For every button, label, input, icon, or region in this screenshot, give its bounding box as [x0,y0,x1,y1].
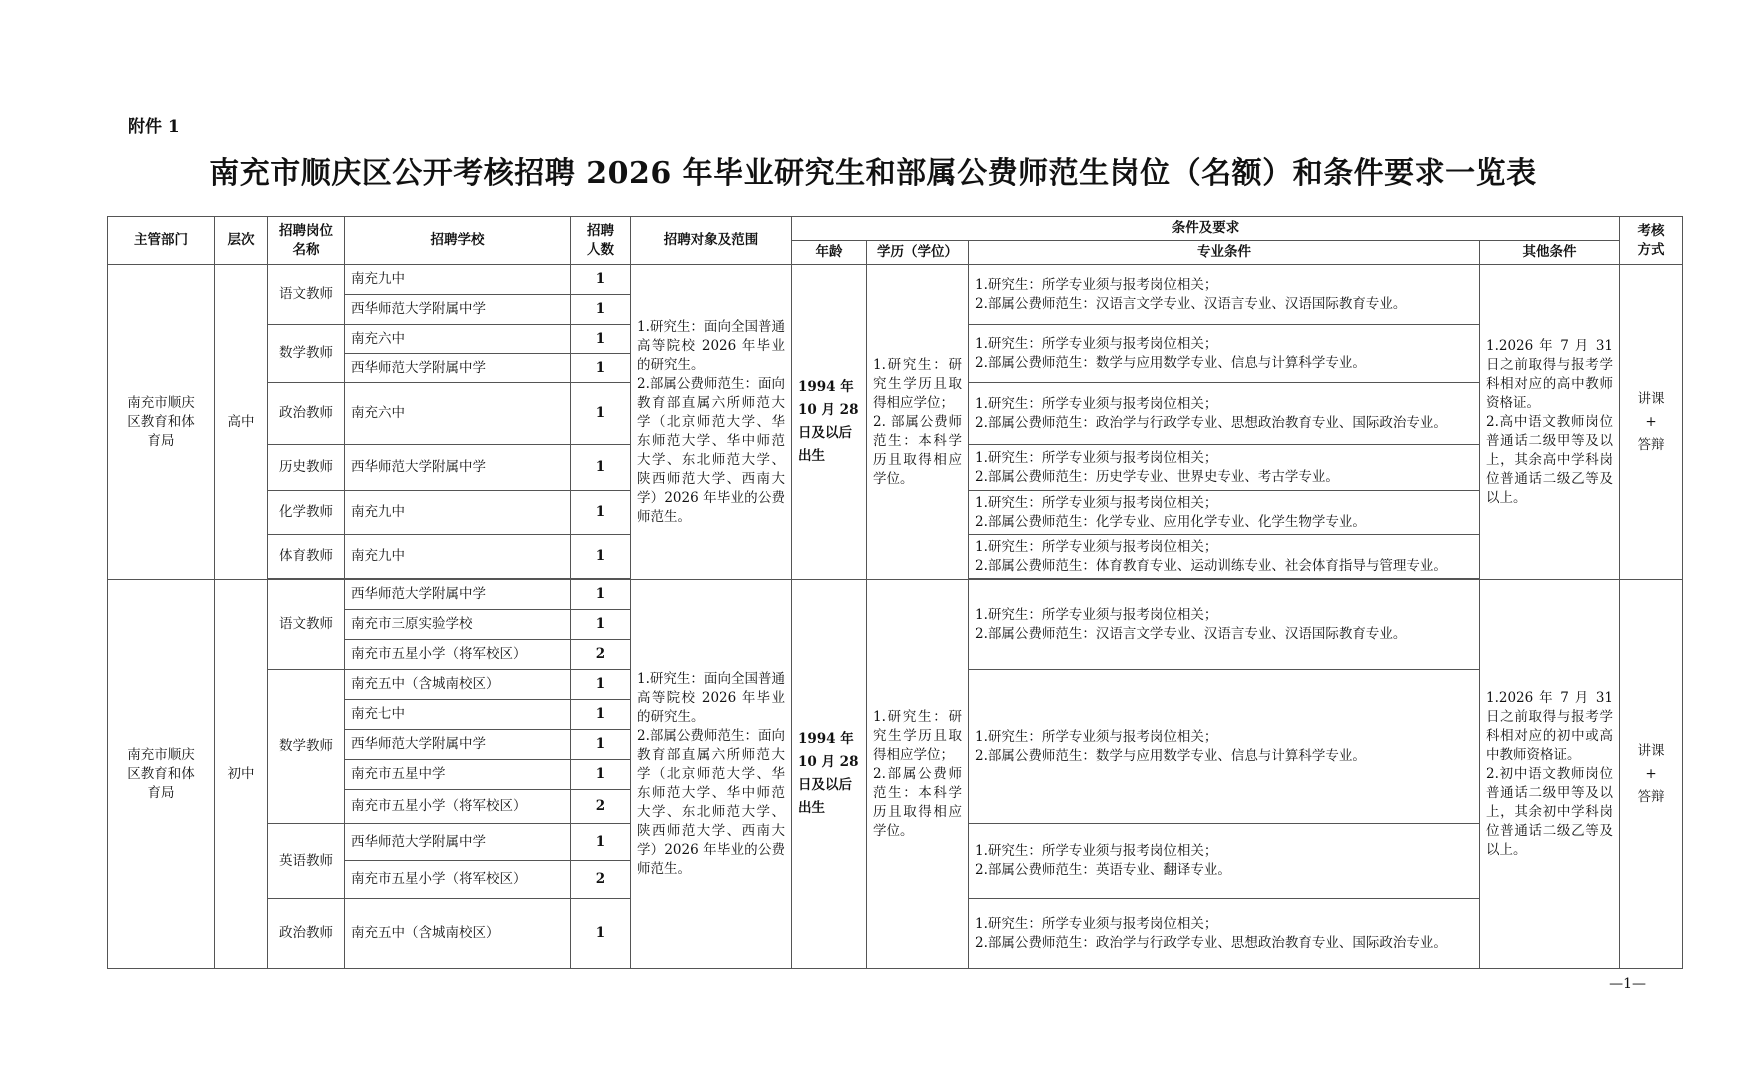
position-cell: 体育教师 [268,535,345,579]
other-cell: 1.2026 年 7 月 31 日之前取得与报考学科相对应的初中或高中教师资格证。 2.初中语文教师岗位普通话二级甲等及以上，其余初中学科岗位普通话二级乙等及以上。 [1480,580,1620,969]
school-cell: 西华师范大学附属中学 [345,824,571,861]
header-other: 其他条件 [1480,241,1620,265]
school-cell: 南充九中 [345,265,571,295]
major-cell: 1.研究生：所学专业须与报考岗位相关； 2.部属公费师范生：政治学与行政学专业、思想政治教育专业、国际政治专业。 [969,899,1480,969]
count-cell: 1 [571,491,631,535]
header-age: 年龄 [792,241,867,265]
school-cell: 南充市五星小学（将军校区） [345,640,571,670]
method-cell: 讲课 + 答辩 [1620,265,1683,580]
position-cell: 数学教师 [268,325,345,383]
header-level: 层次 [215,217,268,265]
header-method: 考核 方式 [1620,217,1683,265]
position-cell: 数学教师 [268,670,345,824]
header-dept: 主管部门 [108,217,215,265]
count-cell: 1 [571,325,631,354]
page-number: —1— [1609,976,1646,992]
count-cell: 1 [571,295,631,325]
scope-cell: 1.研究生：面向全国普通高等院校 2026 年毕业的研究生。 2.部属公费师范生：面向教育部直属六所师范大学（北京师范大学、华东师范大学、华中师范大学、东北师范大学、陕西师范大学、西南大学）2026 年毕业的公费师范生。 [631,265,792,580]
major-cell: 1.研究生：所学专业须与报考岗位相关； 2.部属公费师范生：化学专业、应用化学专业、化学生物学专业。 [969,491,1480,535]
dept-cell: 南充市顺庆 区教育和体 育局 [108,265,215,580]
position-cell: 政治教师 [268,383,345,445]
method-cell: 讲课 + 答辩 [1620,580,1683,969]
page-title: 南充市顺庆区公开考核招聘 2026 年毕业研究生和部属公费师范生岗位（名额）和条件要求一览表 [209,156,1537,191]
position-cell: 历史教师 [268,445,345,491]
school-cell: 西华师范大学附属中学 [345,354,571,383]
header-major: 专业条件 [969,241,1480,265]
edu-cell: 1.研究生：研究生学历且取得相应学位； 2. 部属公费师范生：本科学历且取得相应学位。 [867,265,969,580]
major-cell: 1.研究生：所学专业须与报考岗位相关； 2.部属公费师范生：数学与应用数学专业、信息与计算科学专业。 [969,325,1480,383]
school-cell: 南充市五星小学（将军校区） [345,861,571,899]
edu-cell: 1.研究生：研究生学历且取得相应学位； 2.部属公费师范生：本科学历且取得相应学位。 [867,580,969,969]
major-cell: 1.研究生：所学专业须与报考岗位相关； 2.部属公费师范生：汉语言文学专业、汉语言专业、汉语国际教育专业。 [969,580,1480,670]
count-cell: 1 [571,535,631,579]
count-cell: 1 [571,445,631,491]
major-cell: 1.研究生：所学专业须与报考岗位相关； 2.部属公费师范生：汉语言文学专业、汉语言专业、汉语国际教育专业。 [969,265,1480,325]
position-cell: 语文教师 [268,580,345,670]
table-row [108,580,1683,610]
major-cell: 1.研究生：所学专业须与报考岗位相关； 2.部属公费师范生：英语专业、翻译专业。 [969,824,1480,899]
school-cell: 南充六中 [345,383,571,445]
count-cell: 2 [571,640,631,670]
age-cell: 1994 年 10 月 28 日及以后 出生 [792,265,867,580]
count-cell: 1 [571,760,631,790]
school-cell: 南充五中（含城南校区） [345,899,571,969]
school-cell: 南充市五星小学（将军校区） [345,790,571,824]
header-conditions: 条件及要求 [792,217,1620,241]
count-cell: 1 [571,730,631,760]
count-cell: 1 [571,899,631,969]
header-edu: 学历（学位） [867,241,969,265]
school-cell: 西华师范大学附属中学 [345,580,571,610]
age-cell: 1994 年 10 月 28 日及以后 出生 [792,580,867,969]
count-cell: 1 [571,354,631,383]
position-cell: 政治教师 [268,899,345,969]
scope-cell: 1.研究生：面向全国普通高等院校 2026 年毕业的研究生。 2.部属公费师范生：面向教育部直属六所师范大学（北京师范大学、华东师范大学、华中师范大学、东北师范大学、陕西师范大学、西南大学）2026 年毕业的公费师范生。 [631,580,792,969]
table-row [108,265,1683,295]
school-cell: 南充九中 [345,491,571,535]
school-cell: 南充七中 [345,700,571,730]
header-scope: 招聘对象及范围 [631,217,792,265]
position-cell: 语文教师 [268,265,345,325]
count-cell: 1 [571,670,631,700]
other-cell: 1.2026 年 7 月 31 日之前取得与报考学科相对应的高中教师资格证。 2.高中语文教师岗位普通话二级甲等及以上，其余高中学科岗位普通话二级乙等及以上。 [1480,265,1620,580]
count-cell: 1 [571,824,631,861]
school-cell: 西华师范大学附属中学 [345,295,571,325]
major-cell: 1.研究生：所学专业须与报考岗位相关； 2.部属公费师范生：数学与应用数学专业、信息与计算科学专业。 [969,670,1480,824]
count-cell: 1 [571,700,631,730]
school-cell: 南充九中 [345,535,571,579]
count-cell: 1 [571,383,631,445]
count-cell: 1 [571,610,631,640]
recruitment-table [107,216,1683,969]
major-cell: 1.研究生：所学专业须与报考岗位相关； 2.部属公费师范生：政治学与行政学专业、思想政治教育专业、国际政治专业。 [969,383,1480,445]
dept-cell: 南充市顺庆 区教育和体 育局 [108,580,215,969]
position-cell: 英语教师 [268,824,345,899]
level-cell: 高中 [215,265,268,580]
major-cell: 1.研究生：所学专业须与报考岗位相关； 2.部属公费师范生：历史学专业、世界史专业、考古学专业。 [969,445,1480,491]
count-cell: 2 [571,861,631,899]
header-count: 招聘 人数 [571,217,631,265]
school-cell: 南充五中（含城南校区） [345,670,571,700]
count-cell: 1 [571,265,631,295]
attachment-label: 附件 1 [128,117,180,137]
level-cell: 初中 [215,580,268,969]
major-cell: 1.研究生：所学专业须与报考岗位相关； 2.部属公费师范生：体育教育专业、运动训练专业、社会体育指导与管理专业。 [969,535,1480,579]
school-cell: 南充市三原实验学校 [345,610,571,640]
school-cell: 南充市五星中学 [345,760,571,790]
school-cell: 西华师范大学附属中学 [345,445,571,491]
position-cell: 化学教师 [268,491,345,535]
count-cell: 2 [571,790,631,824]
header-school: 招聘学校 [345,217,571,265]
school-cell: 南充六中 [345,325,571,354]
count-cell: 1 [571,580,631,610]
school-cell: 西华师范大学附属中学 [345,730,571,760]
header-position: 招聘岗位 名称 [268,217,345,265]
